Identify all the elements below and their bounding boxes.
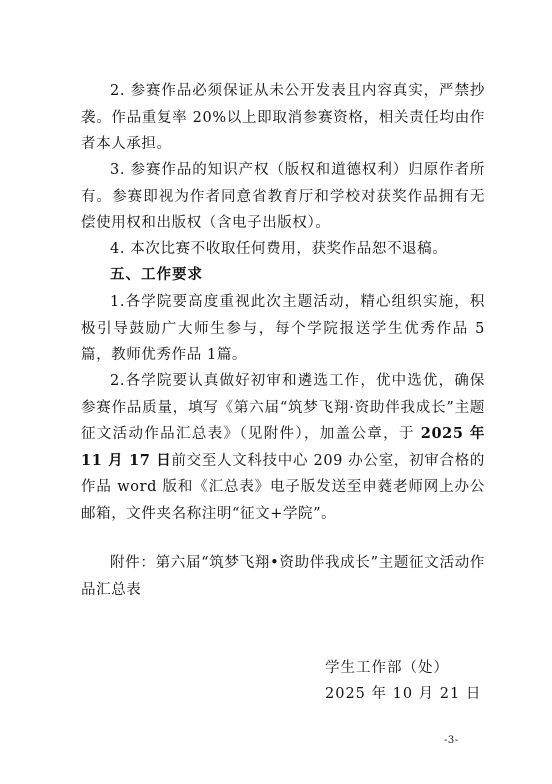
paragraph-originality: 2. 参赛作品必须保证从未公开发表且内容真实，严禁抄袭。作品重复率 20%以上即取消参赛资格，相关责任均由作者本人承担。 bbox=[81, 83, 485, 152]
attachment-note: 附件：第六届“筑梦飞翔•资助伴我成长”主题征文活动作品汇总表 bbox=[81, 555, 485, 598]
section-heading-work-requirements: 五、工作要求 bbox=[110, 267, 203, 283]
requirement-2-text-a: 2.各学院要认真做好初审和遴选工作，优中选优，确保参赛作品质量，填写《第六届“筑梦飞翔·资助伴我成长”主题征文活动作品汇总表》（见附件），加盖公章，于 bbox=[81, 373, 485, 442]
page-number: -3- bbox=[444, 735, 459, 746]
requirement-2-text-b: 前交至人文科技中心 209 办公室，初审合格的作品 word 版和《汇总表》电子版发送至申蕤老师网上办公邮箱，文件夹名称注明“征文+学院”。 bbox=[81, 452, 485, 522]
paragraph-no-fee: 4. 本次比赛不收取任何费用，获奖作品恕不退稿。 bbox=[110, 241, 448, 257]
signature-date: 2025 年 10 月 21 日 bbox=[325, 686, 482, 702]
deadline-date: 2025 年 11 月 17 日 bbox=[81, 425, 485, 469]
paragraph-copyright: 3. 参赛作品的知识产权（版权和道德权利）归原作者所有。参赛即视为作者同意省教育厅和学校对获奖作品拥有无偿使用权和出版权（含电子出版权）。 bbox=[81, 162, 485, 231]
signature-department: 学生工作部（处） bbox=[325, 660, 449, 676]
paragraph-requirement-2 bbox=[81, 368, 485, 527]
paragraph-requirement-1: 1.各学院要高度重视此次主题活动，精心组织实施，积极引导鼓励广大师生参与，每个学院报送学生优秀作品 5篇，教师优秀作品 1篇。 bbox=[81, 294, 485, 363]
